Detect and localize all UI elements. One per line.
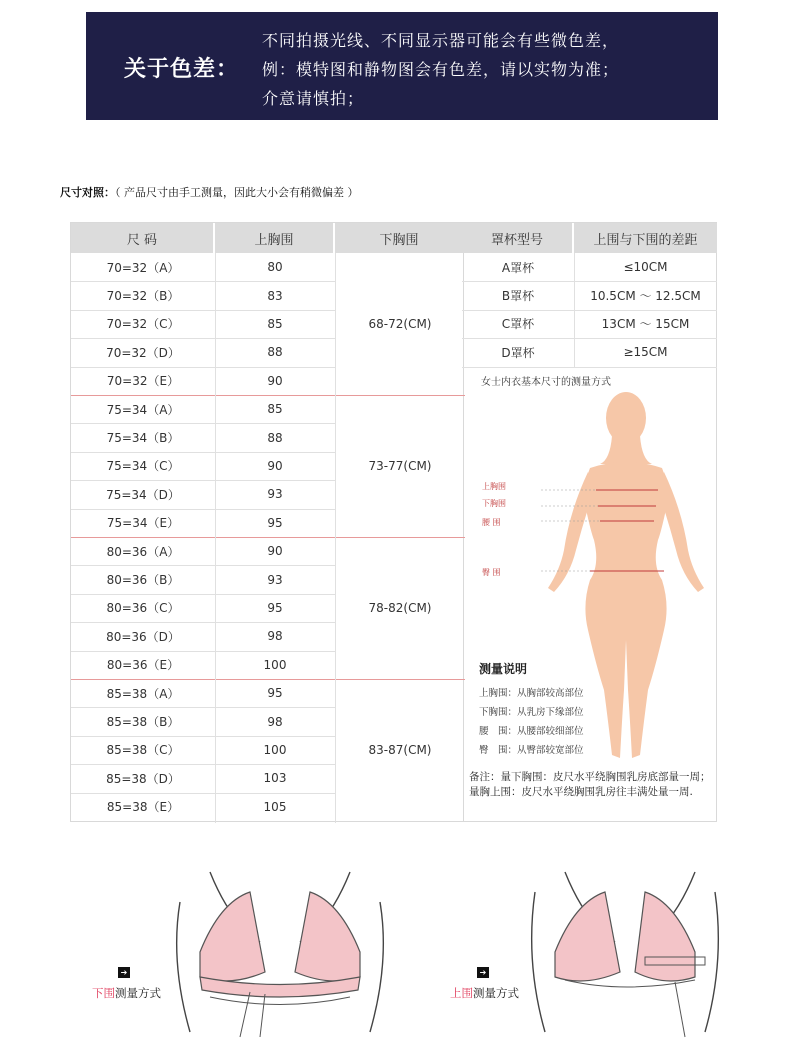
label-hip: 臀 围 — [482, 568, 501, 577]
header-difference: 上围与下围的差距 — [574, 223, 717, 253]
desc-line-waist: 腰 围：从腰部较细部位 — [479, 726, 584, 737]
bust-cell: 95 — [267, 686, 283, 701]
banner-line: 例：模特图和静物图会有色差，请以实物为准； — [262, 60, 620, 79]
method-suffix: 测量方式 — [115, 986, 161, 1000]
row-divider — [462, 367, 717, 368]
underbust-illustration — [170, 862, 390, 1042]
cup-cell: A罩杯 — [501, 260, 535, 275]
banner-line: 不同拍摄光线、不同显示器可能会有些微色差， — [262, 31, 620, 50]
cup-cell: D罩杯 — [501, 345, 535, 360]
bust-method-label — [450, 985, 519, 1001]
size-cell: 75=34（E） — [106, 516, 180, 531]
size-cell: 85=38（B） — [106, 715, 180, 730]
row-divider — [71, 622, 335, 623]
desc-line-bust: 上胸围：从胸部较高部位 — [479, 688, 584, 699]
bust-cell: 80 — [267, 260, 283, 275]
difference-cell: 13CM ～ 15CM — [601, 317, 690, 332]
size-cell: 80=36（C） — [106, 601, 180, 616]
bust-cell: 98 — [267, 629, 283, 644]
size-note-label: 尺寸对照： — [60, 186, 115, 199]
method-suffix: 测量方式 — [473, 986, 519, 1000]
figure-title: 女士内衣基本尺寸的测量方式 — [481, 377, 611, 388]
bust-cell: 90 — [267, 458, 283, 473]
row-divider — [71, 509, 335, 510]
size-cell: 85=38（D） — [106, 771, 180, 786]
size-cell: 75=34（A） — [106, 402, 180, 417]
label-underbust: 下胸围 — [482, 499, 506, 508]
underbust-range-cell: 73-77(CM) — [368, 459, 432, 473]
label-bust: 上胸围 — [482, 482, 506, 491]
row-divider — [71, 565, 335, 566]
bust-cell: 93 — [267, 487, 283, 502]
bust-cell: 88 — [267, 345, 283, 360]
size-cell: 75=34（D） — [106, 487, 180, 502]
banner-line: 介意请慎拍； — [262, 89, 365, 108]
size-cell: 70=32（E） — [106, 374, 180, 389]
bust-illustration — [525, 862, 725, 1042]
row-divider — [71, 793, 335, 794]
arrow-icon: ➔ — [477, 967, 489, 978]
size-cell: 80=36（E） — [106, 658, 180, 673]
arrow-icon: ➔ — [118, 967, 130, 978]
bust-cell: 100 — [263, 657, 287, 672]
size-cell: 80=36（D） — [106, 629, 180, 644]
row-divider — [71, 480, 335, 481]
column-divider — [335, 253, 336, 823]
bust-cell: 103 — [263, 771, 287, 786]
row-divider — [71, 764, 335, 765]
cup-cell: C罩杯 — [501, 317, 535, 332]
bust-cell: 88 — [267, 430, 283, 445]
measurement-note: 备注：量下胸围：皮尺水平绕胸围乳房底部量一周；量胸上围：皮尺水平绕胸围乳房往丰满处量一周. — [469, 771, 711, 798]
size-cell: 80=36（A） — [106, 544, 180, 559]
size-table — [70, 222, 464, 822]
row-divider — [71, 423, 335, 424]
cup-cell: B罩杯 — [501, 289, 535, 304]
desc-line-underbust: 下胸围：从乳房下缘部位 — [479, 707, 584, 718]
size-note-text: （ 产品尺寸由手工测量，因此大小会有稍微偏差 ） — [115, 186, 359, 199]
measurement-desc-title: 测量说明 — [479, 662, 528, 676]
size-cell: 85=38（A） — [106, 686, 180, 701]
row-divider — [71, 281, 335, 282]
row-divider — [71, 310, 335, 311]
difference-cell: ≤10CM — [623, 260, 668, 275]
size-cell: 75=34（B） — [106, 431, 180, 446]
banner-text — [262, 26, 619, 113]
row-divider — [71, 338, 335, 339]
header-cup: 罩杯型号 — [462, 223, 574, 253]
row-divider — [71, 736, 335, 737]
label-waist: 腰 围 — [482, 518, 501, 527]
bust-cell: 90 — [267, 544, 283, 559]
bust-cell: 90 — [267, 373, 283, 388]
size-cell: 70=32（D） — [106, 345, 180, 360]
underbust-method-label — [92, 985, 161, 1001]
size-cell: 75=34（C） — [106, 459, 180, 474]
bust-cell: 85 — [267, 316, 283, 331]
header-size: 尺 码 — [71, 223, 215, 253]
bust-cell: 93 — [267, 572, 283, 587]
size-cell: 80=36（B） — [106, 573, 180, 588]
bust-cell: 98 — [267, 714, 283, 729]
underbust-range-cell: 83-87(CM) — [368, 743, 432, 757]
column-divider — [574, 253, 575, 367]
row-divider — [71, 707, 335, 708]
size-cell: 70=32（A） — [106, 260, 180, 275]
size-note — [60, 184, 359, 200]
bust-cell: 95 — [267, 515, 283, 530]
bust-cell: 85 — [267, 402, 283, 417]
size-cell: 70=32（C） — [106, 317, 180, 332]
header-bust: 上胸围 — [215, 223, 335, 253]
method-accent: 上围 — [450, 986, 473, 1000]
row-divider — [71, 452, 335, 453]
size-cell: 85=38（E） — [106, 800, 180, 815]
banner-title: 关于色差： — [124, 57, 240, 82]
bust-cell: 100 — [263, 742, 287, 757]
underbust-range-cell: 78-82(CM) — [368, 601, 432, 615]
desc-line-hip: 臀 围：从臀部较宽部位 — [479, 745, 584, 756]
bust-cell: 95 — [267, 600, 283, 615]
bust-cell: 83 — [267, 288, 283, 303]
difference-cell: 10.5CM ～ 12.5CM — [590, 289, 701, 304]
underbust-range-cell: 68-72(CM) — [368, 317, 432, 331]
row-divider — [71, 367, 335, 368]
column-divider — [215, 253, 216, 823]
size-cell: 85=38（C） — [106, 743, 180, 758]
color-difference-banner — [86, 12, 718, 120]
header-underbust: 下胸围 — [335, 223, 465, 253]
row-divider — [71, 594, 335, 595]
difference-cell: ≥15CM — [623, 345, 668, 360]
size-cell: 70=32（B） — [106, 289, 180, 304]
method-accent: 下围 — [92, 986, 115, 1000]
row-divider — [71, 651, 335, 652]
bust-cell: 105 — [263, 799, 287, 814]
